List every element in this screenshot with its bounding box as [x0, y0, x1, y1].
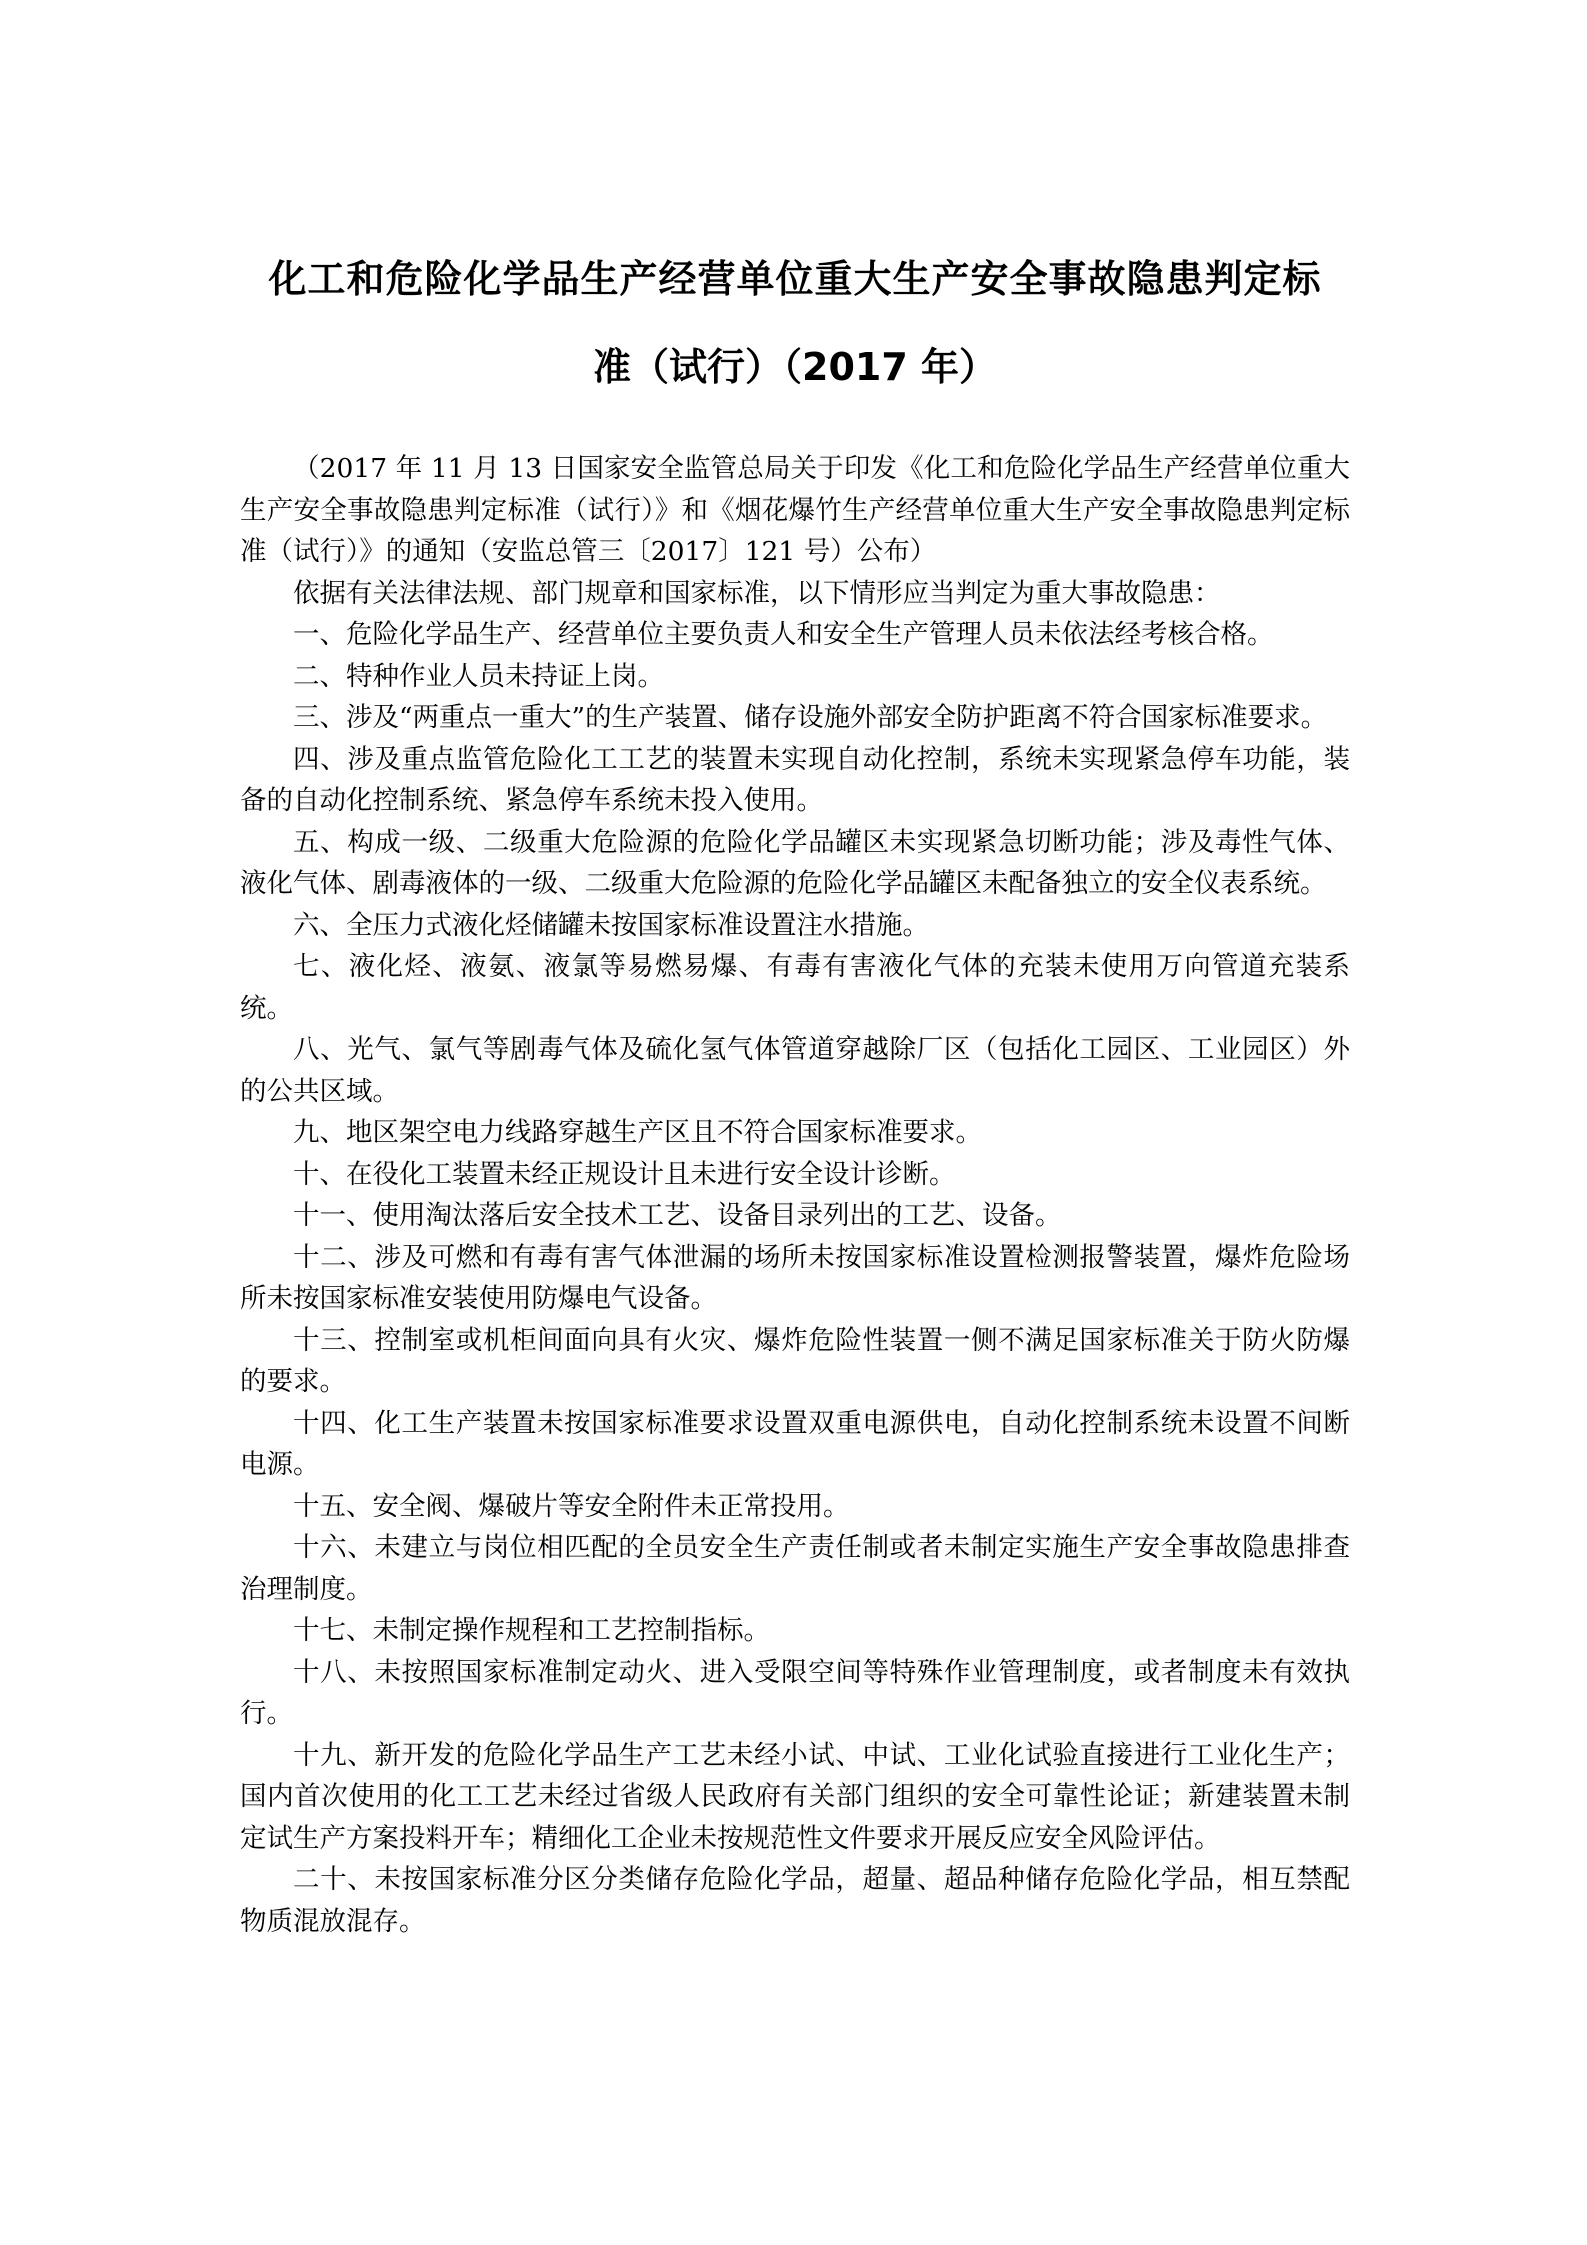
item-18: 十八、未按照国家标准制定动火、进入受限空间等特殊作业管理制度，或者制度未有效执行。: [240, 1656, 1350, 1729]
item-12: 十二、涉及可燃和有毒有害气体泄漏的场所未按国家标准设置检测报警装置，爆炸危险场所未按国家标准安装使用防爆电气设备。: [240, 1241, 1350, 1314]
item-16: 十六、未建立与岗位相匹配的全员安全生产责任制或者未制定实施生产安全事故隐患排查治理制度。: [240, 1532, 1350, 1605]
item-11: 十一、使用淘汰落后安全技术工艺、设备目录列出的工艺、设备。: [293, 1200, 1062, 1231]
item-9: 九、地区架空电力线路穿越生产区且不符合国家标准要求。: [293, 1117, 982, 1148]
item-3: 三、涉及“两重点一重大”的生产装置、储存设施外部安全防护距离不符合国家标准要求。: [293, 702, 1328, 733]
item-4: 四、涉及重点监管危险化工工艺的装置未实现自动化控制，系统未实现紧急停车功能，装备的自动化控制系统、紧急停车系统未投入使用。: [240, 743, 1350, 816]
document-title-line-1: 化工和危险化学品生产经营单位重大生产安全事故隐患判定标: [268, 257, 1322, 301]
item-20: 二十、未按国家标准分区分类储存危险化学品，超量、超品种储存危险化学品，相互禁配物质混放混存。: [240, 1864, 1350, 1937]
item-14: 十四、化工生产装置未按国家标准要求设置双重电源供电，自动化控制系统未设置不间断电源。: [240, 1407, 1350, 1480]
item-13: 十三、控制室或机柜间面向具有火灾、爆炸危险性装置一侧不满足国家标准关于防火防爆的要求。: [240, 1324, 1350, 1397]
item-10: 十、在役化工装置未经正规设计且未进行安全设计诊断。: [293, 1158, 956, 1190]
item-2: 二、特种作业人员未持证上岗。: [293, 660, 664, 692]
item-7: 七、液化烃、液氨、液氯等易燃易爆、有毒有害液化气体的充装未使用万向管道充装系统。: [240, 951, 1350, 1024]
item-17: 十七、未制定操作规程和工艺控制指标。: [293, 1615, 770, 1646]
intro-paragraph: 依据有关法律法规、部门规章和国家标准，以下情形应当判定为重大事故隐患：: [293, 577, 1221, 609]
item-6: 六、全压力式液化烃储罐未按国家标准设置注水措施。: [293, 909, 929, 941]
document-title-line-2: 准（试行）（2017 年）: [593, 345, 997, 389]
item-19: 十九、新开发的危险化学品生产工艺未经小试、中试、工业化试验直接进行工业化生产；国内首次使用的化工工艺未经过省级人民政府有关部门组织的安全可靠性论证；新建装置未制定试生产方案投料开车；精细化工企业未按规范性文件要求开展反应安全风险评估。: [240, 1739, 1350, 1854]
item-5: 五、构成一级、二级重大危险源的危险化学品罐区未实现紧急切断功能；涉及毒性气体、液化气体、剧毒液体的一级、二级重大危险源的危险化学品罐区未配备独立的安全仪表系统。: [240, 826, 1350, 899]
source-note: （2017 年 11 月 13 日国家安全监管总局关于印发《化工和危险化学品生产经营单位重大生产安全事故隐患判定标准（试行）》和《烟花爆竹生产经营单位重大生产安全事故隐患判定标准（试行）》的通知（安监总管三〔2017〕121 号）公布）: [240, 453, 1350, 567]
document-body: [240, 448, 1350, 1942]
item-1: 一、危险化学品生产、经营单位主要负责人和安全生产管理人员未依法经考核合格。: [293, 619, 1274, 650]
item-8: 八、光气、氯气等剧毒气体及硫化氢气体管道穿越除厂区（包括化工园区、工业园区）外的公共区域。: [240, 1034, 1350, 1107]
item-15: 十五、安全阀、爆破片等安全附件未正常投用。: [293, 1490, 850, 1522]
